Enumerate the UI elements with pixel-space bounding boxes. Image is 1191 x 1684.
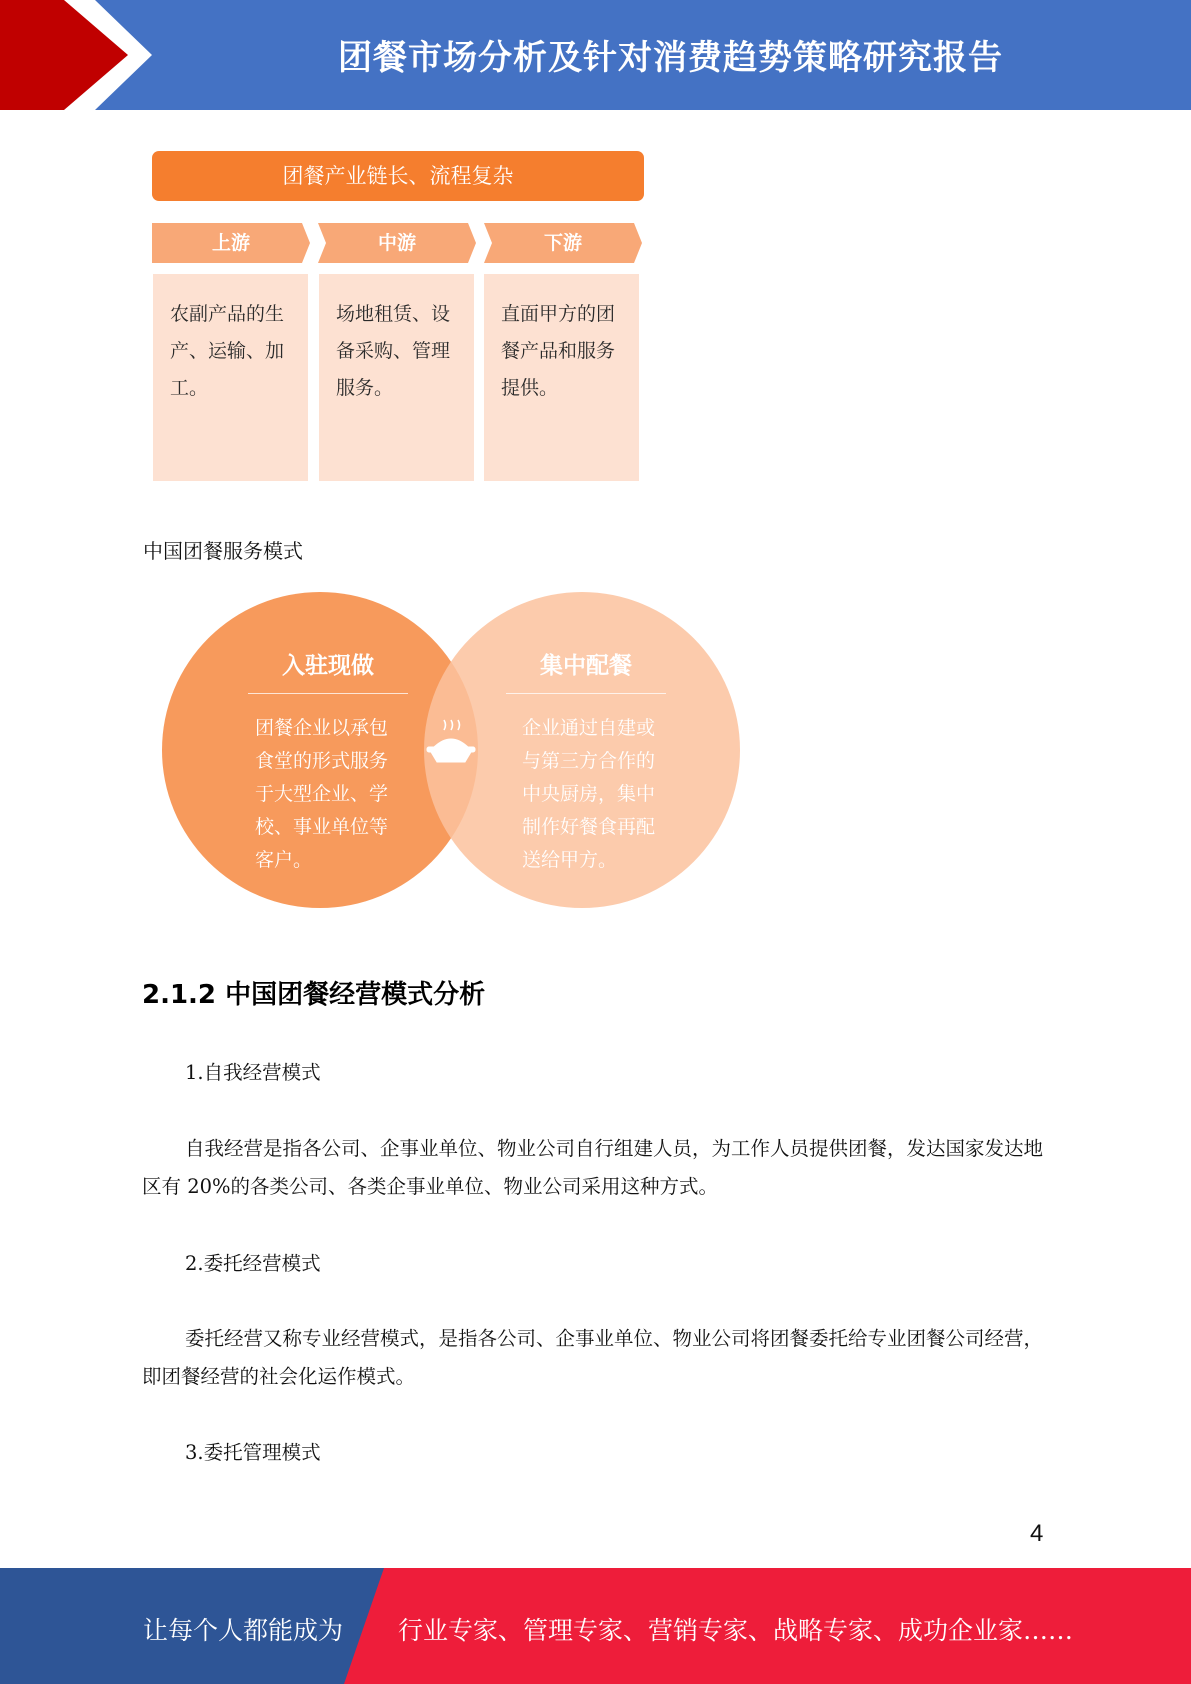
stage-label-upstream: 上游 [211, 232, 250, 254]
page-number: 4 [1030, 1520, 1044, 1547]
stage-text-downstream [501, 296, 629, 407]
stage-label-downstream: 下游 [543, 232, 582, 254]
text-line: 送给甲方。 [522, 849, 618, 871]
figure-caption: 中国团餐服务模式 [143, 539, 303, 563]
item-desc-2: 委托经营又称专业经营模式，是指各公司、企事业单位、物业公司将团餐委托给专业团餐公司经营，即团餐经营的社会化运作模式。 [142, 1327, 1044, 1388]
text-line: 备采购、管理 [336, 340, 451, 362]
footer-banner [0, 1568, 1191, 1684]
text-line: 校、事业单位等 [255, 816, 389, 838]
venn-left-title: 入驻现做 [282, 653, 374, 679]
item-title-1: 1.自我经营模式 [185, 1061, 321, 1084]
header-banner [0, 0, 1191, 110]
report-title: 团餐市场分析及针对消费趋势策略研究报告 [338, 38, 1003, 78]
text-line: 与第三方合作的 [522, 750, 656, 772]
chain-title: 团餐产业链长、流程复杂 [152, 151, 644, 201]
text-line: 团餐企业以承包 [255, 717, 389, 739]
venn-right-text [522, 712, 682, 877]
industry-chain-diagram [152, 151, 644, 481]
stage-text-midstream [336, 296, 464, 407]
section-heading: 2.1.2 中国团餐经营模式分析 [142, 980, 486, 1010]
stage-box-upstream [153, 274, 308, 481]
item-title-3: 3.委托管理模式 [185, 1441, 321, 1464]
venn-right-divider [506, 693, 666, 694]
stage-label-midstream: 中游 [377, 232, 416, 254]
venn-right-title: 集中配餐 [540, 653, 632, 679]
text-line: 服务。 [336, 377, 394, 399]
venn-left-text [255, 712, 415, 877]
text-line: 工。 [170, 377, 209, 399]
venn-left-divider [248, 693, 408, 694]
text-line: 场地租赁、设 [336, 303, 451, 325]
text-line: 中央厨房，集中 [522, 783, 656, 805]
stage-text-upstream [170, 296, 298, 407]
footer-slogan-right: 行业专家、管理专家、营销专家、战略专家、成功企业家…… [398, 1616, 1074, 1645]
footer-slogan-left: 让每个人都能成为 [143, 1616, 344, 1645]
text-line: 客户。 [255, 849, 313, 871]
stage-box-downstream [484, 274, 639, 481]
text-line: 产、运输、加 [170, 340, 285, 362]
text-line: 提供。 [501, 377, 559, 399]
text-line: 农副产品的生 [170, 303, 285, 325]
stage-box-midstream [319, 274, 474, 481]
text-line: 于大型企业、学 [255, 783, 389, 805]
text-line: 制作好餐食再配 [522, 816, 656, 838]
text-line: 直面甲方的团 [501, 303, 616, 325]
text-line: 企业通过自建或 [522, 717, 656, 739]
item-title-2: 2.委托经营模式 [185, 1252, 321, 1275]
item-desc-1: 自我经营是指各公司、企事业单位、物业公司自行组建人员，为工作人员提供团餐，发达国家发达地区有 20%的各类公司、各类企事业单位、物业公司采用这种方式。 [142, 1137, 1044, 1198]
service-mode-venn [160, 590, 750, 910]
text-line: 食堂的形式服务 [255, 750, 389, 772]
text-line: 餐产品和服务 [501, 340, 616, 362]
